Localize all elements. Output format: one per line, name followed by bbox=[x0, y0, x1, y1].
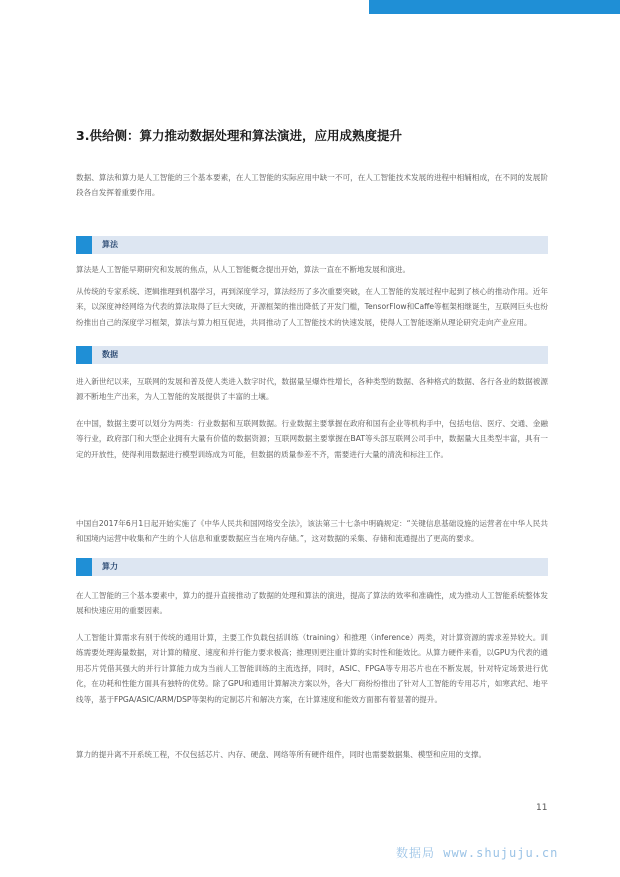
subheading-label: 数据 bbox=[102, 350, 118, 359]
page-number: 11 bbox=[536, 803, 548, 813]
compute-paragraph-2: 人工智能计算需求有别于传统的通用计算，主要工作负载包括训练（training）和推理（inference）两类，对计算资源的需求差异较大。训练需要处理海量数据，对计算的精度、速度和并行能力要求极高；推理则更注重计算的实时性和能效比。从算力硬件来看，以GPU为代表的通用芯片凭借其强大的并行计算能力成为当前人工智能训练的主流选择，同时，ASIC、FPGA等专用芯片也在不断发展，针对特定场景进行优化，在功耗和性能方面具有独特的优势。除了GPU和通用计算解决方案以外，各大厂商纷纷推出了针对人工智能的专用芯片，如寒武纪、地平线等，基于FPGA/ASIC/ARM/DSP等架构的定制芯片和解决方案，在计算速度和能效方面都有着显著的提升。 bbox=[76, 633, 548, 704]
subheading-compute bbox=[76, 558, 548, 576]
subheading-data bbox=[76, 346, 548, 364]
heading-marker bbox=[76, 236, 92, 254]
watermark: 数据局 www.shujuju.cn bbox=[396, 846, 559, 860]
intro-paragraph: 数据、算法和算力是人工智能的三个基本要素，在人工智能的实际应用中缺一不可，在人工智能技术发展的进程中相辅相成，在不同的发展阶段各自发挥着重要作用。 bbox=[76, 173, 548, 198]
algorithm-paragraph-2: 从传统的专家系统、逻辑推理到机器学习，再到深度学习，算法经历了多次重要突破，在人工智能的发展过程中起到了核心的推动作用。近年来，以深度神经网络为代表的算法取得了巨大突破，开源框架的推出降低了开发门槛，TensorFlow和Caffe等框架相继诞生，互联网巨头也纷纷推出自己的深度学习框架，算法与算力相互促进，共同推动了人工智能技术的快速发展，使得人工智能逐渐从理论研究走向产业应用。 bbox=[76, 287, 548, 327]
subheading-label: 算法 bbox=[102, 240, 118, 249]
heading-marker bbox=[76, 558, 92, 576]
data-paragraph-2: 在中国，数据主要可以划分为两类：行业数据和互联网数据。行业数据主要掌握在政府和国有企业等机构手中，包括电信、医疗、交通、金融等行业，政府部门和大型企业拥有大量有价值的数据资源；互联网数据主要掌握在BAT等头部互联网公司手中，数据量大且类型丰富，具有一定的开放性，使得利用数据进行模型训练成为可能，但数据的质量参差不齐，需要进行大量的清洗和标注工作。 bbox=[76, 419, 548, 459]
subheading-label: 算力 bbox=[102, 562, 118, 571]
section-title: 3.供给侧：算力推动数据处理和算法演进，应用成熟度提升 bbox=[76, 128, 402, 143]
data-paragraph-3: 中国自2017年6月1日起开始实施了《中华人民共和国网络安全法》，该法第三十七条中明确规定：“关键信息基础设施的运营者在中华人民共和国境内运营中收集和产生的个人信息和重要数据应当在境内存储。”，这对数据的采集、存储和流通提出了更高的要求。 bbox=[76, 519, 548, 544]
header-accent-bar bbox=[369, 0, 620, 14]
compute-paragraph-1: 在人工智能的三个基本要素中，算力的提升直接推动了数据的处理和算法的演进，提高了算法的效率和准确性，成为推动人工智能系统整体发展和快速应用的重要因素。 bbox=[76, 591, 548, 616]
algorithm-paragraph-1: 算法是人工智能早期研究和发展的焦点，从人工智能概念提出开始，算法一直在不断地发展和演进。 bbox=[76, 265, 411, 274]
subheading-algorithm bbox=[76, 236, 548, 254]
compute-paragraph-3: 算力的提升离不开系统工程，不仅包括芯片、内存、硬盘、网络等所有硬件组件，同时也需要数据集、模型和应用的支撑。 bbox=[76, 750, 487, 759]
heading-marker bbox=[76, 346, 92, 364]
data-paragraph-1: 进入新世纪以来，互联网的发展和普及使人类进入数字时代，数据量呈爆炸性增长，各种类型的数据、各种格式的数据、各行各业的数据被源源不断地生产出来，为人工智能的发展提供了丰富的土壤。 bbox=[76, 377, 548, 402]
